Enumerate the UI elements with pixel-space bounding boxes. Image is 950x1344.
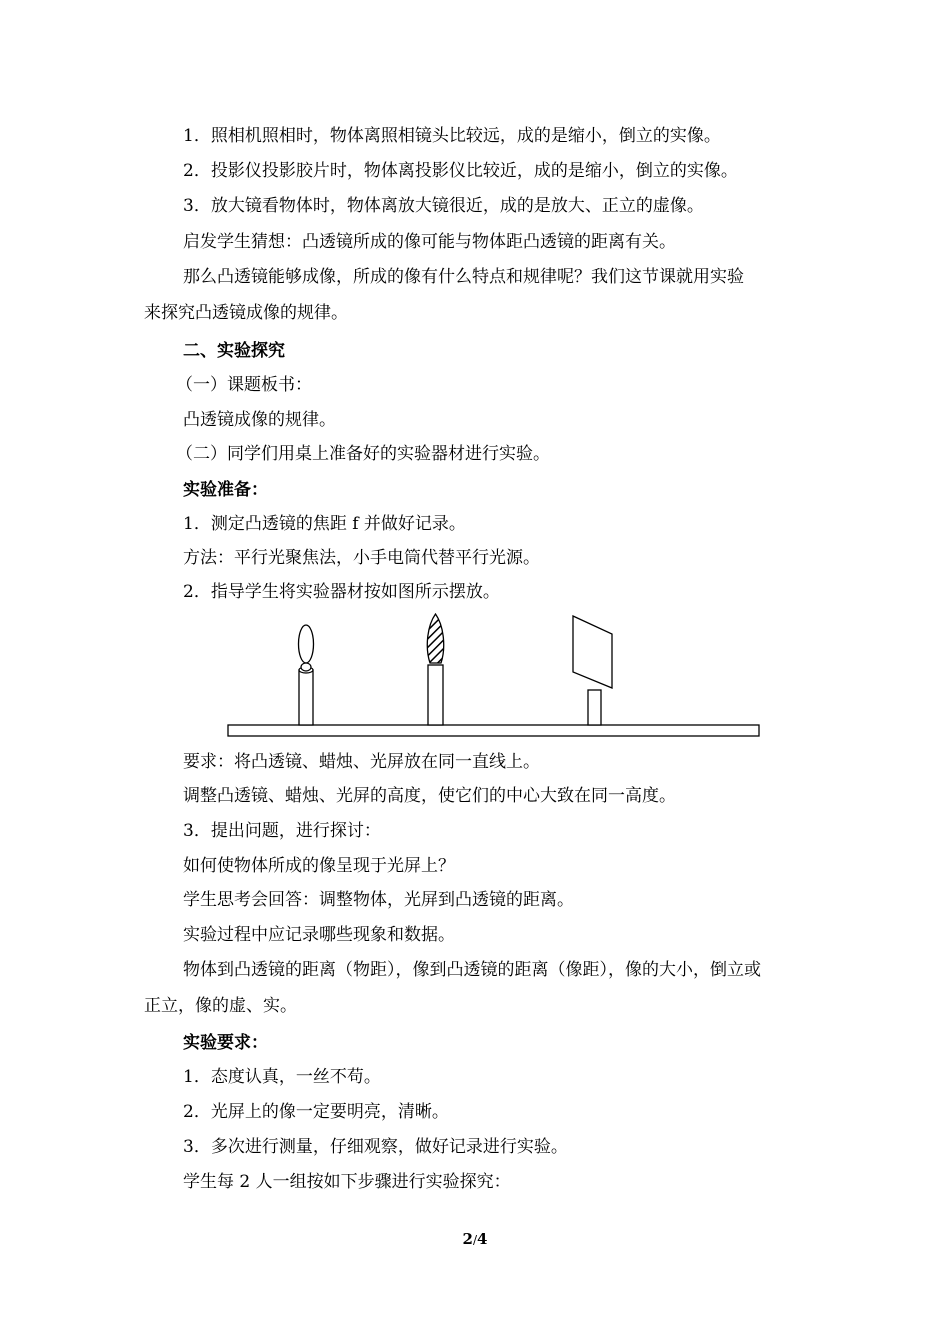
light-screen xyxy=(573,616,612,725)
section-heading-experiment: 二、实验探究 xyxy=(183,341,285,361)
optical-bench xyxy=(228,725,759,736)
paragraph-student-answer: 学生思考会回答：调整物体，光屏到凸透镜的距离。 xyxy=(183,890,574,910)
optical-bench-diagram xyxy=(220,608,765,740)
paragraph-camera: 1．照相机照相时，物体离照相镜头比较远，成的是缩小，倒立的实像。 xyxy=(183,126,721,146)
page-current: 2 xyxy=(462,1230,473,1248)
convex-lens xyxy=(299,625,314,725)
paragraph-projector: 2．投影仪投影胶片时，物体离投影仪比较近，成的是缩小，倒立的实像。 xyxy=(183,161,738,181)
list-item-bright-image: 2．光屏上的像一定要明亮，清晰。 xyxy=(183,1102,449,1122)
paragraph-magnifier: 3．放大镜看物体时，物体离放大镜很近，成的是放大、正立的虚像。 xyxy=(183,196,704,216)
paragraph-instruction: （二）同学们用桌上准备好的实验器材进行实验。 xyxy=(176,444,550,464)
subheading-preparation: 实验准备： xyxy=(183,480,268,500)
paragraph-question-line2: 来探究凸透镜成像的规律。 xyxy=(144,303,348,323)
paragraph-focal-length: 1．测定凸透镜的焦距 f 并做好记录。 xyxy=(183,514,466,534)
paragraph-hypothesis: 启发学生猜想：凸透镜所成的像可能与物体距凸透镜的距离有关。 xyxy=(183,232,676,252)
paragraph-how-image: 如何使物体所成的像呈现于光屏上？ xyxy=(183,856,455,876)
paragraph-group-steps: 学生每 2 人一组按如下步骤进行实验探究： xyxy=(183,1172,511,1192)
candle xyxy=(427,614,443,725)
page-total: 4 xyxy=(477,1230,488,1248)
paragraph-question-line1: 那么凸透镜能够成像，所成的像有什么特点和规律呢？我们这节课就用实验 xyxy=(183,267,744,287)
page-number xyxy=(0,1230,950,1248)
list-item-measure: 3．多次进行测量，仔细观察，做好记录进行实验。 xyxy=(183,1137,568,1157)
paragraph-distances-line2: 正立，像的虚、实。 xyxy=(144,996,297,1016)
paragraph-method: 方法：平行光聚焦法，小手电筒代替平行光源。 xyxy=(183,548,540,568)
paragraph-raise-question: 3．提出问题，进行探讨： xyxy=(183,821,381,841)
paragraph-arrangement: 2．指导学生将实验器材按如图所示摆放。 xyxy=(183,582,500,602)
paragraph-distances-line1: 物体到凸透镜的距离（物距），像到凸透镜的距离（像距），像的大小，倒立或 xyxy=(183,960,761,980)
paragraph-topic: 凸透镜成像的规律。 xyxy=(183,410,336,430)
paragraph-adjust-height: 调整凸透镜、蜡烛、光屏的高度，使它们的中心大致在同一高度。 xyxy=(183,786,676,806)
paragraph-requirement: 要求：将凸透镜、蜡烛、光屏放在同一直线上。 xyxy=(183,752,540,772)
list-item-attitude: 1．态度认真，一丝不苟。 xyxy=(183,1067,381,1087)
paragraph-topic-label: （一）课题板书： xyxy=(176,375,312,395)
subheading-requirements: 实验要求： xyxy=(183,1033,268,1053)
page-separator: / xyxy=(472,1233,478,1247)
paragraph-record-data: 实验过程中应记录哪些现象和数据。 xyxy=(183,925,455,945)
